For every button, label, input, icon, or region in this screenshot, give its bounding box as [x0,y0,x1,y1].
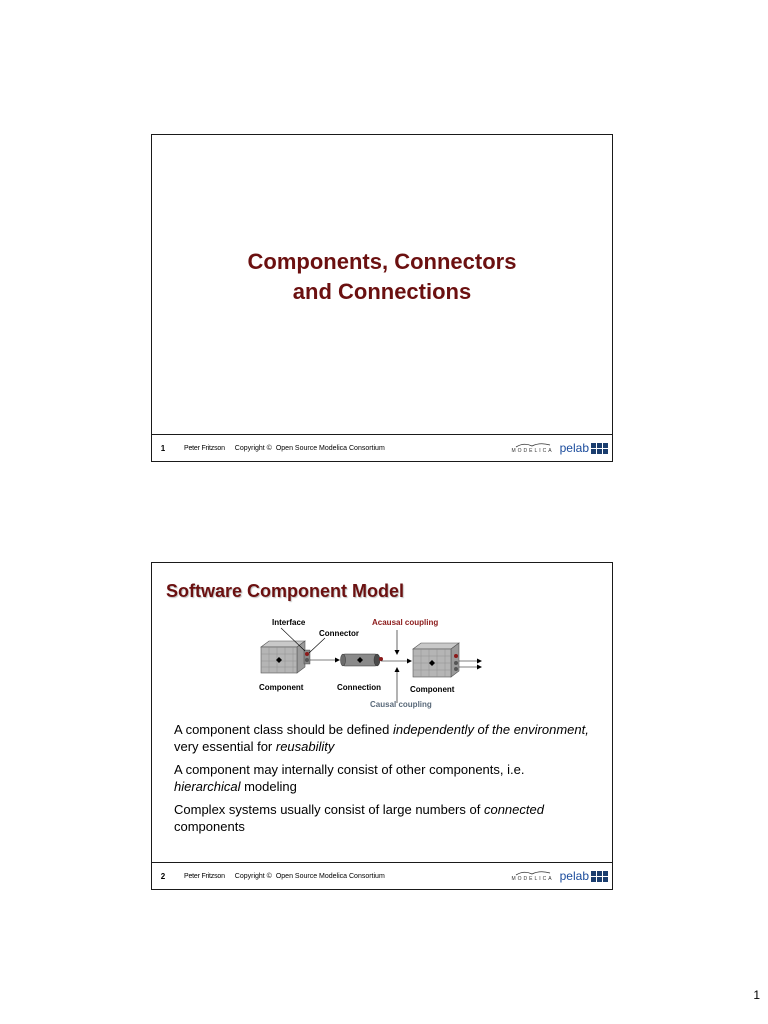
pelab-logo-text: pelab [559,441,589,455]
modelica-logo-text: MODELICA [511,876,554,882]
connection-label: Connection [337,683,381,692]
component-model-diagram [247,615,487,715]
bullet-list [174,721,594,841]
acausal-coupling-label: Acausal coupling [372,618,439,627]
footer-logos [512,441,609,455]
slide-2-body [152,563,612,863]
left-component-icon [261,641,310,673]
connector-label: Connector [319,629,359,638]
slide-1-title-line-1: Components, Connectors [247,249,517,274]
pelab-blocks-icon [591,443,608,454]
slide-2-title: Software Component Model [166,581,404,601]
bullet-item: A component class should be defined independently of the environment, very essential for reusability [174,722,589,754]
slide-1 [151,134,613,462]
left-arrow-head [335,658,340,663]
pelab-blocks-icon [591,871,608,882]
slide-number: 1 [160,443,166,453]
footer-organization: Open Source Modelica Consortium [275,444,385,452]
connection-cylinder-icon [341,654,384,666]
page-number: 1 [753,988,760,1002]
slide-2-footer [152,862,612,889]
modelica-logo-text: MODELICA [511,448,554,454]
footer-author: Peter Fritzson [184,872,225,880]
slide-1-footer [152,434,612,461]
slide-number: 2 [160,871,166,881]
footer-copyright: Copyright © [234,444,272,452]
causal-coupling-label: Causal coupling [370,700,432,709]
pelab-logo-text: pelab [559,869,589,883]
footer-logos [512,869,609,883]
modelica-logo [512,442,554,454]
connector-pointer [309,638,325,653]
slide-1-body [152,135,612,435]
footer-author: Peter Fritzson [184,444,225,452]
footer-organization: Open Source Modelica Consortium [275,872,385,880]
component-left-label: Component [259,683,304,692]
slide-2 [151,562,613,890]
component-right-label: Component [410,685,455,694]
slide-1-title-line-2: and Connections [292,279,472,304]
modelica-logo [512,870,554,882]
interface-label: Interface [272,618,306,627]
bullet-item: Complex systems usually consist of large numbers of connected components [174,802,544,834]
right-component-icon [413,643,459,677]
bullet-item: A component may internally consist of other components, i.e. hierarchical modeling [174,762,525,794]
slide-1-title [152,247,612,307]
footer-copyright: Copyright © [234,872,272,880]
